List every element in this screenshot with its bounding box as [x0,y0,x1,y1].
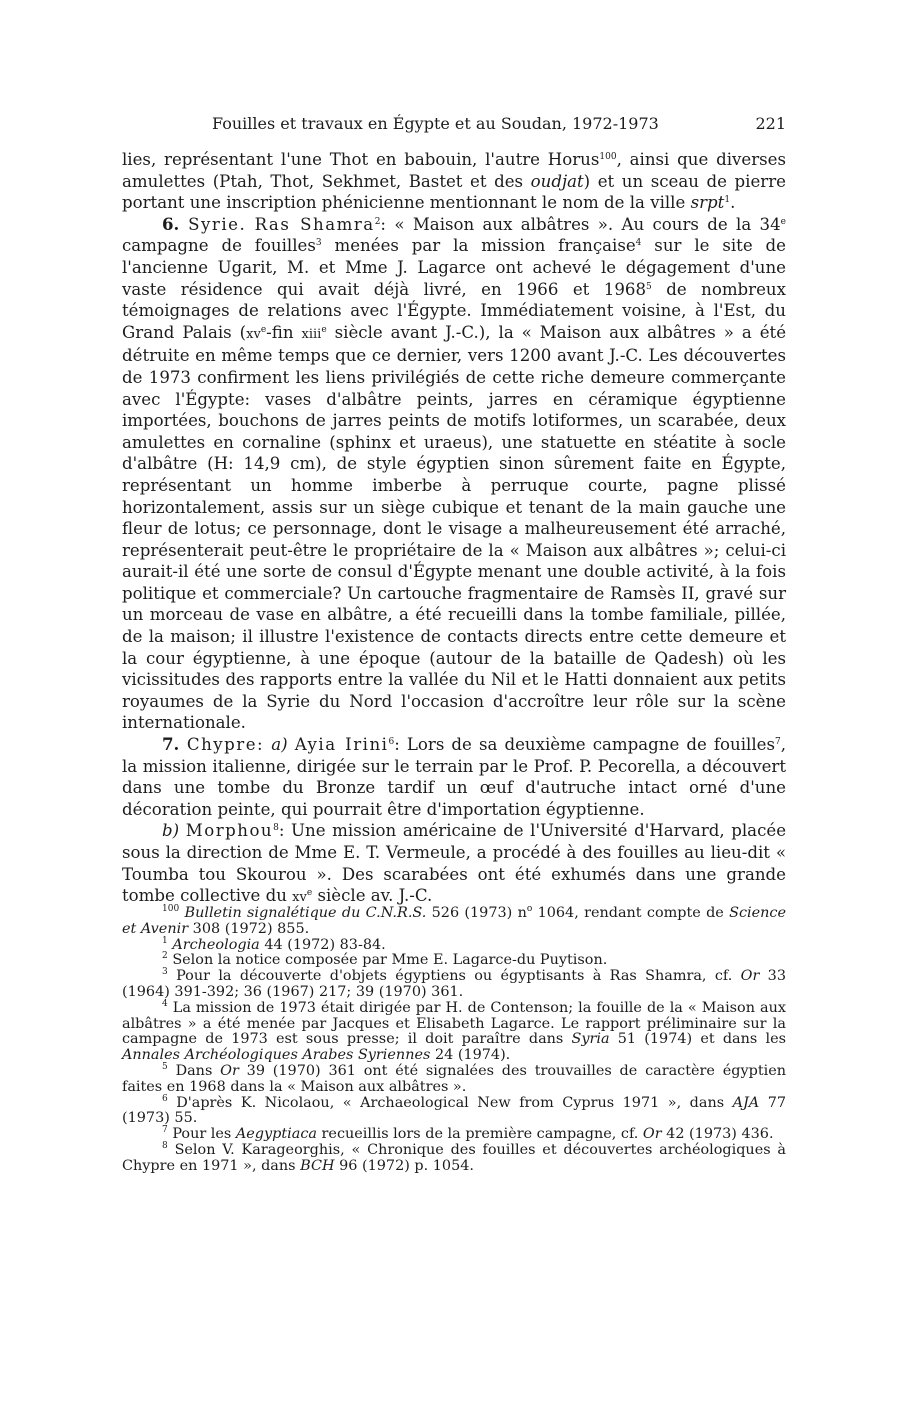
footnote-ref: 5 [646,281,652,292]
running-head: Fouilles et travaux en Égypte et au Soudan, 1972-1973 [212,114,659,133]
paragraph-continuation: lies, représentant l'une Thot en babouin, l'autre Horus$^{100}$, ainsi que diverses amulettes (Ptah, Thot, Sekhmet, Bastet et des oudjat) et un sceau de pierre portant une inscription phénicienne mentionnant le nom de la ville srpt$^1$. [122,150,786,213]
footnote-ref: 4 [635,238,642,249]
footnotes [122,906,786,1175]
footnote-ref: 2 [374,216,381,227]
footnote-6: $^6$ D'après K. Nicolaou, « Archaeological New from Cyprus 1971 », dans AJA 77 (1973) 55. [122,1093,787,1127]
footnote-ref: 1 [724,195,731,206]
footnote-7: $^7$ Pour les Aegyptiaca recueillis lors de la première campagne, cf. Or 42 (1973) 436. [162,1125,774,1143]
footnote-2: $^2$ Selon la notice composée par Mme E. Lagarce-du Puytison. [162,951,608,969]
footnote-100: $^{100}$ Bulletin signalétique du C.N.R.S. 526 (1973) $n^o$ 1064, rendant compte de Science et Avenir 308 (1972) 855. [122,904,787,937]
footnote-3: $^3$ Pour la découverte d'objets égyptiens ou égyptisants à Ras Shamra, cf. Or 33 (1964) 391-392; 36 (1967) 217; 39 (1970) 361. [122,967,786,1000]
footnote-5: $^5$ Dans Or 39 (1970) 361 ont été signalées des trouvailles de caractère égyptien faites en 1968 dans la « Maison aux albâtres ». [122,1061,786,1095]
site-name-ayia-irini: Ayia Irini [294,735,389,755]
footnote-1: $^1$ Archeologia 44 (1972) 83-84. [162,935,386,953]
section-title-syrie: Syrie. [188,214,247,234]
page-number: 221 [755,114,786,133]
footnote-8: $^8$ Selon V. Karageorghis, « Chronique des fouilles et découvertes archéologiques à Chypre en 1971 », dans BCH 96 (1972) p. 1054. [122,1140,786,1174]
paragraph-morphou: b) Morphou$^8$: Une mission américaine de l'Université d'Harvard, placée sous la direction de Mme E. T. Vermeule, a procédé à des fouilles au lieu-dit « Toumba tou Skourou ». Des scarabées ont été exhumés dans une grande tombe collective du $xv^e$ siècle av. J.-C. [122,821,787,906]
footnote-4: $^4$ La mission de 1973 était dirigée par H. de Contenson; la fouille de la « Maison aux albâtres » a été menée par Jacques et Elisabeth Lagarce. Le rapport préliminaire sur la campagne de 1973 est sous presse; il doit paraître dans Syria 51 (1974) et dans les Annales Archéologiques Arabes Syriennes 24 (1974). [122,998,786,1064]
footnote-ref: 7 [774,737,781,748]
site-name-ras-shamra: Ras Shamra [254,214,375,234]
body-text [122,149,786,909]
site-name-morphou: Morphou [185,821,274,841]
footnote-ref: 3 [315,238,322,249]
footnote-ref: 100 [599,152,617,162]
footnote-ref: 8 [273,823,279,834]
paragraph-chypre: 7. Chypre: a) Ayia Irini$^6$: Lors de sa deuxième campagne de fouilles$^7$, la mission italienne, dirigée sur le terrain par le Prof. P. Pecorella, a découvert dans une tombe du Bronze tardif un œuf d'autruche intact orné d'une décoration peinte, qui pourrait être d'importation égyptienne. [122,734,786,819]
page-header [122,114,786,138]
paragraph-syrie: 6. Syrie. Ras Shamra$^2$: « Maison aux albâtres ». Au cours de la 34e campagne de fouilles$^3$ menées par la mission française$^4$ sur le site de l'ancienne Ugarit, M. et Mme J. Lagarce ont achevé le dégagement d'une vaste résidence qui avait déjà livré, en 1966 et 1968$^5$ de nombreux témoignages de relations avec l'Égypte. Immédiatement voisine, à l'Est, du Grand Palais ($xv^e$-fin xiii$^e$ siècle avant J.-C.), la « Maison aux albâtres » a été détruite en même temps que ce dernier, vers 1200 avant J.-C. Les découvertes de 1973 confirment les liens privilégiés de cette riche demeure commerçante avec l'Égypte: vases d'albâtre peints, jarres en céramique égyptienne importées, bouchons de jarres peints de motifs lotiformes, un scarabée, deux amulettes en cornaline (sphinx et uraeus), une statuette en stéatite à socle d'albâtre (H: 14,9 cm), de style égyptien sinon sûrement faite en Égypte, représentant un homme imberbe à perruque courte, pagne plissé horizontalement, assis sur un siège cubique et tenant de la main gauche une fleur de lotus; ce personnage, dont le visage a malheureusement été arraché, représenterait peut-être le propriétaire de la « Maison aux albâtres »; celui-ci aurait-il été une sorte de consul d'Égypte menant une double activité, à la fois politique et commerciale? Un cartouche fragmentaire de Ramsès II, gravé sur un morceau de vase en albâtre, a été recueilli dans la tombe familiale, pillée, de la maison; il illustre l'existence de contacts directs entre cette demeure et la cour égyptienne, à une époque (autour de la bataille de Qadesh) où les vicissitudes des rapports entre la vallée du Nil et le Hatti donnaient aux petits royaumes de la Syrie du Nord l'occasion d'accroître leur rôle sur la scène internationale. [122,213,787,733]
footnote-ref: 6 [388,737,395,748]
section-title-chypre: Chypre: [186,735,265,755]
